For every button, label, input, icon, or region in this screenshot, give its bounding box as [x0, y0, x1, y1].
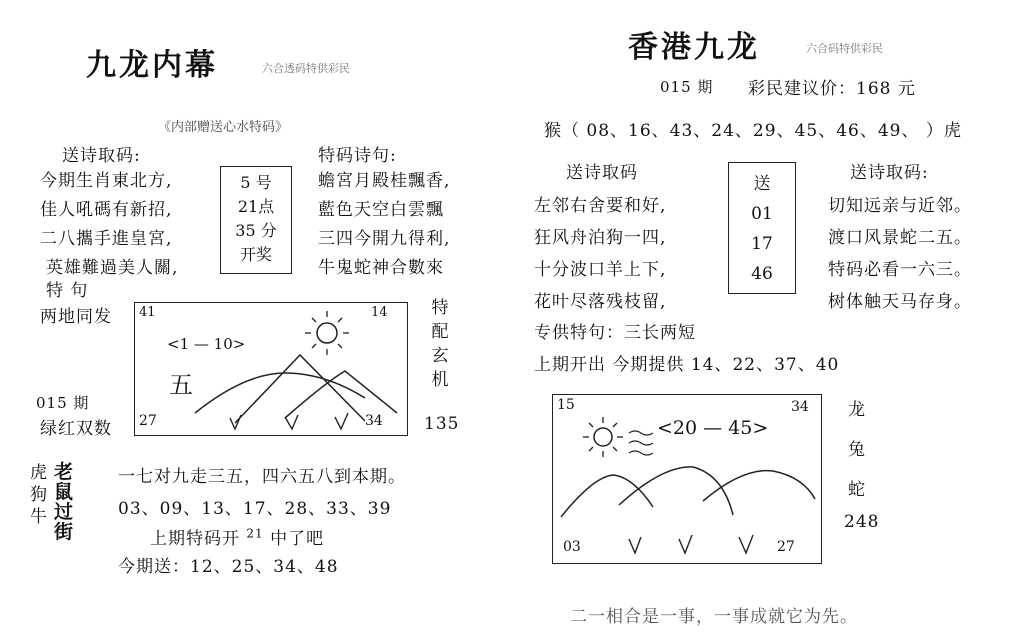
box-line: 35 分	[235, 221, 277, 240]
animal-char: 兔	[848, 440, 866, 460]
animal-char: 蛇	[848, 480, 866, 500]
right-poem-right	[828, 190, 972, 318]
left-poem-block	[40, 167, 178, 283]
special-line: 牛鬼蛇神合數來	[318, 258, 444, 278]
sketch-bottom-right-number: 34	[365, 413, 383, 429]
right-title-note: 六合码特供彩民	[806, 42, 883, 55]
left-poem-line: 英雄難過美人關,	[46, 258, 179, 278]
left-zodiac-col-b	[54, 462, 73, 542]
sketch-top-left-number: 15	[557, 397, 575, 413]
right-gift-box	[728, 162, 796, 294]
zodiac-char: 虎	[30, 463, 48, 483]
special-line: 蟾宮月殿桂飄香,	[318, 171, 451, 191]
left-bottom-line3	[150, 524, 324, 549]
zodiac-char: 牛	[30, 507, 48, 527]
left-period: 015 期	[36, 394, 90, 412]
gift-line: 17	[751, 234, 773, 254]
left-bottom-line1: 一七对九走三五，四六五八到本期。	[118, 467, 406, 487]
special-line: 藍色天空白雲飄	[318, 200, 444, 220]
right-monkey-line: 猴（ 08、16、43、24、29、45、46、49、 ）虎	[544, 121, 962, 141]
vertical-char: 机	[431, 370, 449, 390]
zodiac-char: 鼠	[54, 481, 74, 503]
right-period: 015 期	[660, 78, 714, 96]
zodiac-char: 过	[54, 501, 74, 523]
sketch-arrow-range: <1 — 10>	[167, 335, 246, 353]
right-special-line: 专供特句：三长两短	[534, 323, 696, 343]
left-special-heading: 特码诗句:	[318, 146, 397, 166]
right-poem-heading-right: 送诗取码:	[850, 163, 929, 183]
sketch-top-right-number: 14	[371, 305, 388, 320]
left-special-phrase-label: 特 句	[46, 281, 89, 301]
left-poem-line: 二八攜手進皇宮,	[40, 229, 173, 249]
right-sketch-box	[552, 394, 822, 564]
last-special-label: 上期特码开	[150, 529, 240, 549]
sketch-arrow-range: <20 — 45>	[657, 417, 769, 439]
poem-line: 特码必看一六三。	[828, 260, 972, 280]
right-last-line: 上期开出 今期提供 14、22、37、40	[534, 355, 840, 375]
left-subtitle: 《内部赠送心水特码》	[158, 120, 289, 135]
left-sketch-box	[134, 302, 408, 436]
zodiac-char: 街	[54, 521, 74, 543]
animal-char: 龙	[848, 400, 866, 420]
left-vertical-label	[428, 296, 452, 392]
right-footer: 二一相合是一事，一事成就它为先。	[570, 607, 858, 627]
sketch-top-left-number: 41	[139, 305, 156, 320]
left-special-block	[318, 167, 450, 283]
left-poem-line: 佳人吼碼有新招,	[40, 200, 173, 220]
gift-line: 46	[751, 264, 773, 284]
zodiac-char: 老	[54, 461, 74, 483]
poem-line: 渡口风景蛇二五。	[828, 228, 972, 248]
poem-line: 树体触天马存身。	[828, 292, 972, 312]
vertical-char: 玄	[431, 346, 449, 366]
right-poem-heading-left: 送诗取码	[566, 163, 638, 183]
poem-line: 十分波口羊上下,	[534, 260, 667, 280]
box-line: 开奖	[239, 245, 272, 264]
box-line: 5 号	[240, 173, 272, 192]
left-zodiac-col-a	[30, 462, 48, 528]
left-poem-heading: 送诗取码:	[62, 146, 141, 166]
vertical-char: 配	[431, 322, 449, 342]
left-right-number: 135	[424, 414, 460, 434]
last-special-number: 21	[246, 526, 264, 541]
box-line: 21点	[237, 197, 275, 216]
poem-line: 切知远亲与近邻。	[828, 196, 972, 216]
right-title: 香港九龙	[628, 30, 760, 65]
right-poem-left	[534, 190, 666, 318]
left-poem-line: 今期生肖東北方,	[40, 171, 173, 191]
sketch-top-right-number: 34	[791, 399, 809, 415]
special-line: 三四今開九得利,	[318, 229, 451, 249]
poem-line: 左邻右舍要和好,	[534, 196, 667, 216]
right-price: 彩民建议价：168 元	[748, 79, 916, 99]
right-animal-number: 248	[844, 512, 880, 532]
left-bottom-line2: 03、09、13、17、28、33、39	[118, 499, 392, 519]
sketch-glyph: 五	[169, 371, 193, 399]
left-redgreen: 绿红双数	[40, 419, 112, 439]
vertical-char: 特	[431, 298, 449, 318]
left-title-note: 六合透码特供彩民	[262, 62, 350, 75]
zodiac-char: 狗	[30, 485, 48, 505]
left-draw-time-box	[220, 166, 292, 274]
left-bottom-line4: 今期送：12、25、34、48	[118, 557, 339, 577]
left-special-phrase: 两地同发	[40, 307, 112, 327]
last-special-suffix: 中了吧	[270, 529, 325, 549]
right-animals	[848, 390, 866, 510]
poem-line: 狂风舟泊狗一四,	[534, 228, 667, 248]
sketch-bottom-right-number: 27	[777, 539, 795, 555]
sketch-bottom-left-number: 03	[563, 539, 581, 555]
poem-line: 花叶尽落残枝留,	[534, 292, 667, 312]
left-title: 九龙内幕	[86, 48, 218, 83]
sketch-bottom-left-number: 27	[139, 413, 157, 429]
gift-line: 送	[753, 174, 771, 194]
gift-line: 01	[751, 204, 773, 224]
